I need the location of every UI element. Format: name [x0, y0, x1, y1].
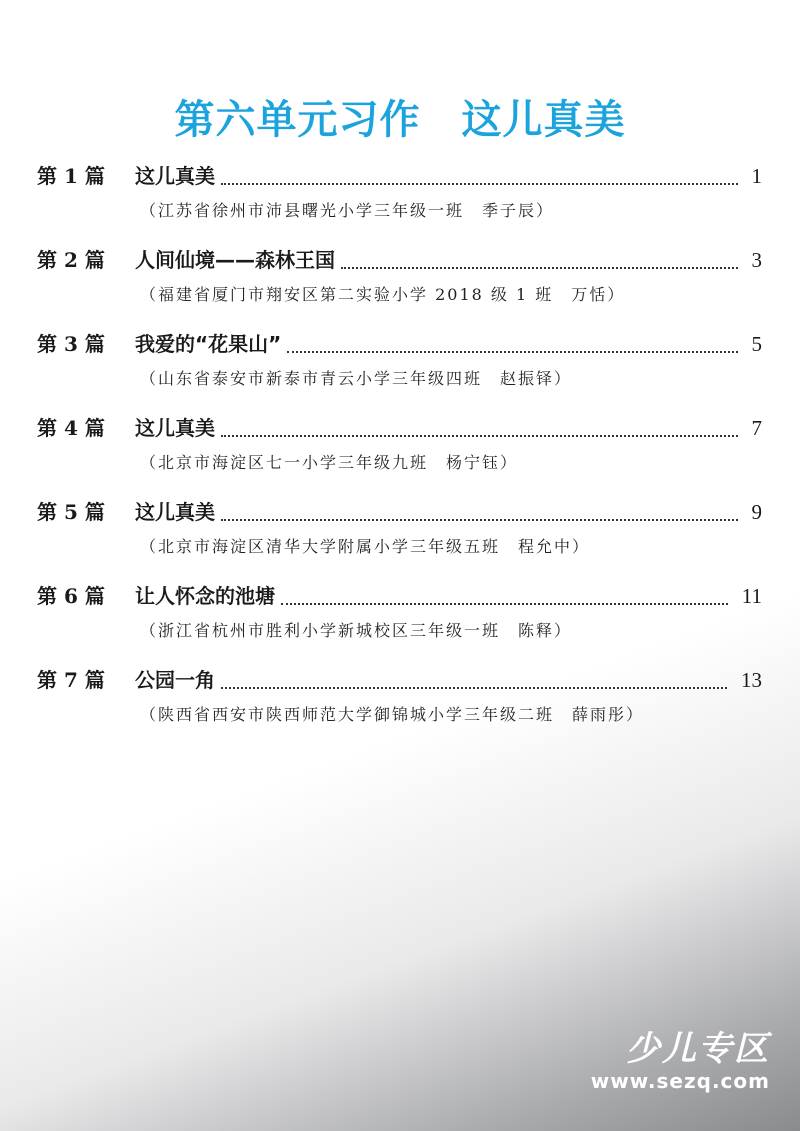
watermark [591, 1029, 770, 1093]
entry-number: 第 1 篇 [37, 164, 105, 188]
table-of-contents [37, 160, 762, 748]
entry-author: （山东省泰安市新泰市青云小学三年级四班 赵振铎） [140, 369, 573, 388]
entry-title[interactable]: 这儿真美 [135, 164, 215, 188]
entry-number: 第 6 篇 [37, 584, 105, 608]
watermark-url: www.sezq.com [590, 1069, 770, 1093]
entry-author: （北京市海淀区清华大学附属小学三年级五班 程允中） [140, 537, 591, 556]
dot-leader [221, 183, 738, 185]
entry-number: 第 2 篇 [37, 248, 105, 272]
toc-entry-4[interactable] [37, 412, 762, 496]
entry-title[interactable]: 这儿真美 [135, 416, 215, 440]
entry-page-number: 13 [741, 668, 762, 692]
entry-author: （北京市海淀区七一小学三年级九班 杨宁钰） [140, 453, 519, 472]
entry-page-number: 1 [751, 164, 762, 188]
entry-page-number: 9 [751, 500, 762, 524]
dot-leader [221, 435, 738, 437]
entry-page-number: 11 [741, 584, 762, 608]
toc-entry-7[interactable] [37, 664, 762, 748]
dot-leader [341, 267, 738, 269]
toc-entry-2[interactable] [37, 244, 762, 328]
entry-author: （浙江省杭州市胜利小学新城校区三年级一班 陈释） [140, 621, 573, 640]
entry-author: （陕西省西安市陕西师范大学御锦城小学三年级二班 薛雨彤） [140, 705, 645, 724]
dot-leader [221, 687, 727, 689]
page-title: 第六单元习作 这儿真美 [174, 97, 626, 143]
entry-title[interactable]: 这儿真美 [135, 500, 215, 524]
dot-leader [287, 351, 737, 353]
entry-page-number: 3 [751, 248, 762, 272]
dot-leader [221, 519, 738, 521]
entry-number: 第 5 篇 [37, 500, 105, 524]
entry-page-number: 7 [751, 416, 762, 440]
entry-number: 第 7 篇 [37, 668, 105, 692]
entry-title[interactable]: 让人怀念的池塘 [135, 584, 275, 608]
entry-title[interactable]: 我爱的“花果山” [135, 332, 282, 356]
toc-entry-1[interactable] [37, 160, 762, 244]
entry-title[interactable]: 公园一角 [135, 668, 215, 692]
toc-entry-3[interactable] [37, 328, 762, 412]
entry-page-number: 5 [751, 332, 762, 356]
entry-number: 第 4 篇 [37, 416, 105, 440]
watermark-brand: 少儿专区 [626, 1029, 770, 1069]
entry-author: （江苏省徐州市沛县曙光小学三年级一班 季子辰） [140, 201, 555, 220]
entry-title[interactable]: 人间仙境——森林王国 [135, 248, 335, 272]
toc-entry-6[interactable] [37, 580, 762, 664]
dot-leader [281, 603, 728, 605]
toc-entry-5[interactable] [37, 496, 762, 580]
entry-author: （福建省厦门市翔安区第二实验小学 2018 级 1 班 万恬） [140, 285, 626, 304]
entry-number: 第 3 篇 [37, 332, 105, 356]
